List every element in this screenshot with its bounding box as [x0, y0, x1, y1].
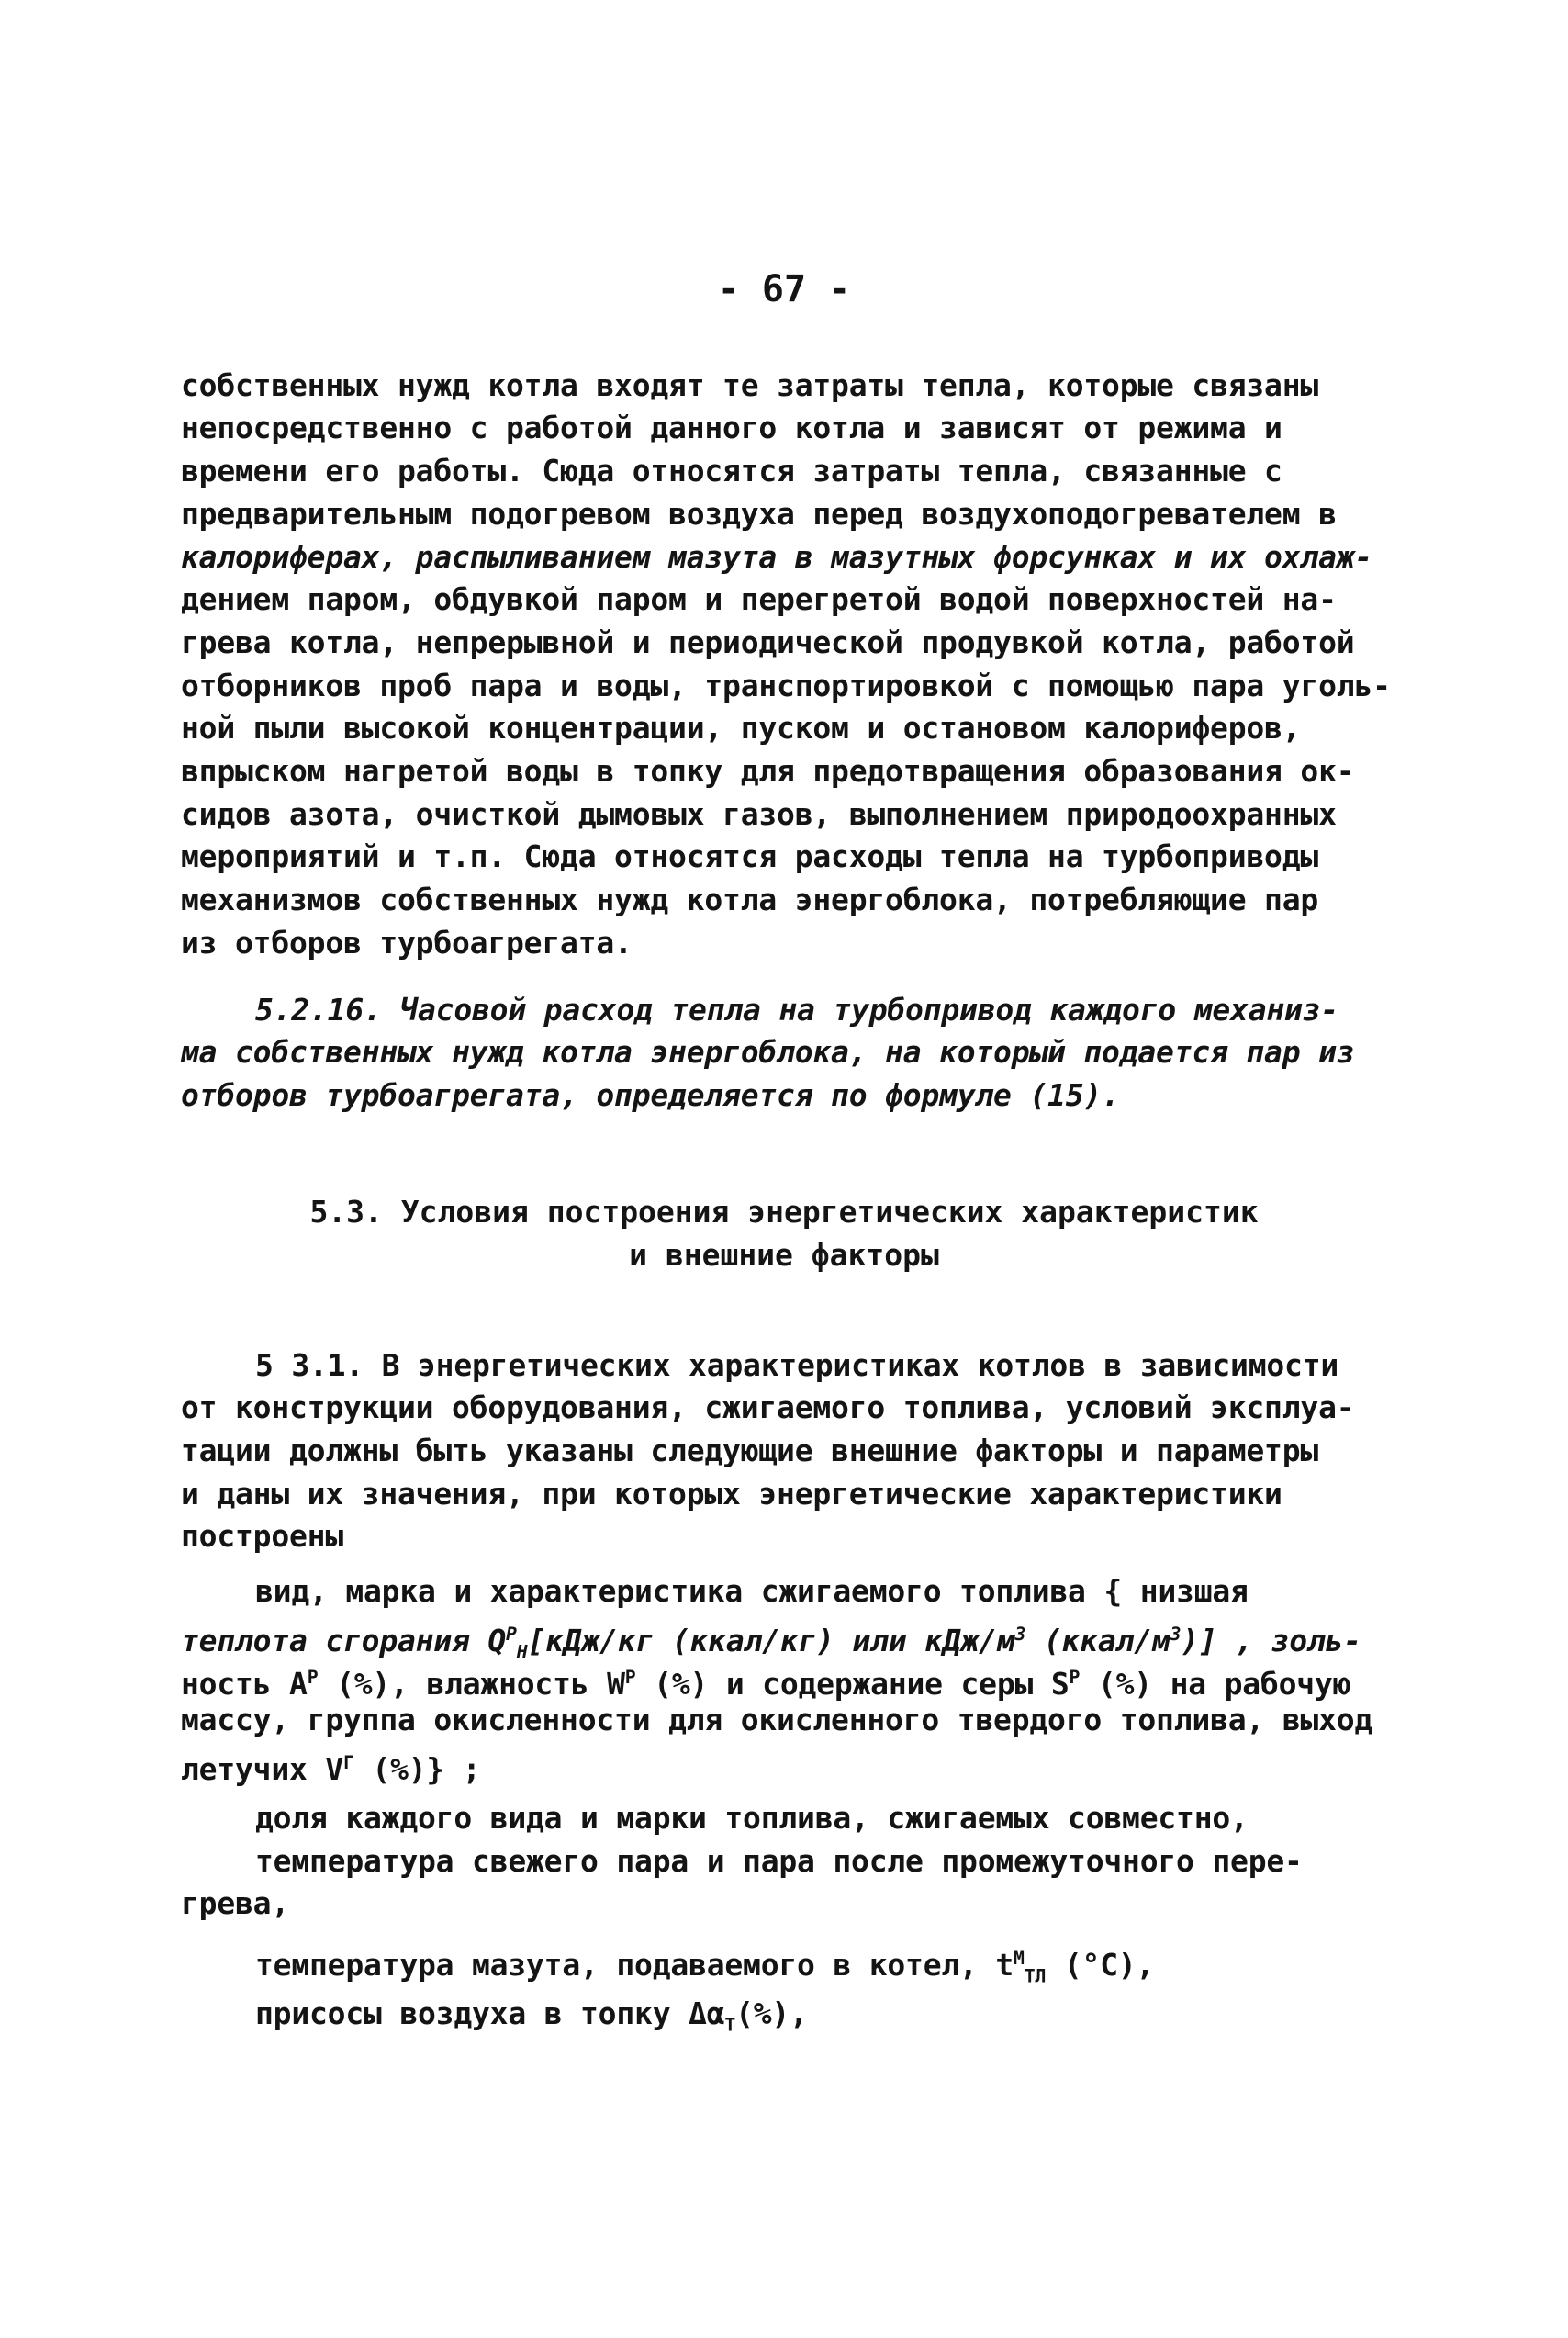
text-span: (%) и содержание серы S — [635, 1666, 1070, 1702]
text-line: построены — [181, 1518, 344, 1554]
list-item-continuation: летучих $V^Г$ (%)} ; — [181, 1751, 481, 1787]
text-span: (%), влажность W — [318, 1666, 625, 1702]
text-line: отборников проб пара и воды, транспортировкой с помощью пара уголь- — [181, 668, 1391, 703]
page-number: - 67 - — [717, 268, 851, 310]
list-item: температура мазута, подаваемого в котел, $t^М_{ТЛ}$ (°С), — [255, 1947, 1155, 1987]
text-span: )] , золь- — [1181, 1623, 1361, 1658]
section-heading: 5.3. Условия построения энергетических характеристик — [309, 1194, 1259, 1230]
list-item-continuation: теплота сгорания $Q^P_H[кДж/кг$ (ккал/кг) или кДж/$м^3$ $(ккал/м^3)$] , золь- — [181, 1623, 1361, 1663]
text-span: ность A — [181, 1666, 308, 1702]
list-item: доля каждого вида и марки топлива, сжигаемых совместно, — [255, 1800, 1249, 1836]
list-item: вид, марка и характеристика сжигаемого топлива { низшая — [255, 1573, 1249, 1609]
text-span: присосы воздуха в топку Δα — [255, 1995, 725, 2031]
text-line: калориферах, распыливанием мазута в мазутных форсунках и их охлаж- — [181, 539, 1373, 575]
text-line: предварительным подогревом воздуха перед воздухоподогревателем в — [181, 496, 1337, 532]
text-line: дением паром, обдувкой паром и перегретой водой поверхностей на- — [181, 581, 1337, 617]
text-line: отборов турбоагрегата, определяется по формуле (15). — [181, 1077, 1120, 1113]
text-line: ма собственных нужд котла энергоблока, на который подается пар из — [181, 1034, 1355, 1070]
text-line: впрыском нагретой воды в топку для предотвращения образования ок- — [181, 753, 1355, 789]
text-line: непосредственно с работой данного котла и зависят от режима и — [181, 410, 1282, 445]
text-line: 5 3.1. В энергетических характеристиках котлов в зависимости — [255, 1347, 1339, 1383]
text-span: летучих V — [181, 1751, 344, 1787]
text-span: (%)} ; — [353, 1751, 481, 1787]
list-item: температура свежего пара и пара после промежуточного пере- — [255, 1843, 1303, 1879]
text-span: температура мазута, подаваемого в котел, t — [255, 1947, 1014, 1983]
text-line: мероприятий и т.п. Сюда относятся расходы тепла на турбоприводы — [181, 838, 1319, 874]
list-item-continuation: массу, группа окисленности для окисленного твердого топлива, выход — [181, 1702, 1373, 1737]
text-line: сидов азота, очисткой дымовых газов, выполнением природоохранных — [181, 796, 1337, 832]
text-span: (°С), — [1046, 1947, 1155, 1983]
list-item: присосы воздуха в топку $\Delta\alpha_Т(\%)$, — [255, 1995, 808, 2036]
section-heading-subline: и внешние факторы — [629, 1237, 939, 1273]
list-item-continuation: грева, — [181, 1885, 290, 1921]
list-item-continuation: ность $A^P$ (%), влажность $W^P$ (%) и содержание серы $S^P$ (%) на рабочую — [181, 1666, 1351, 1702]
text-span: (%) на рабочую — [1080, 1666, 1351, 1702]
text-span: (ккал/м — [1025, 1623, 1170, 1658]
text-line: собственных нужд котла входят те затраты тепла, которые связаны — [181, 367, 1319, 403]
text-span: теплота сгорания Q — [181, 1623, 507, 1658]
text-line: механизмов собственных нужд котла энергоблока, потребляющие пар — [181, 882, 1319, 917]
text-span: [кДж/кг (ккал/кг) или кДж/м — [527, 1623, 1015, 1658]
text-line: и даны их значения, при которых энергетические характеристики — [181, 1476, 1282, 1512]
text-line: времени его работы. Сюда относятся затраты тепла, связанные с — [181, 453, 1282, 489]
text-line: из отборов турбоагрегата. — [181, 925, 633, 961]
text-line: ной пыли высокой концентрации, пуском и остановом калориферов, — [181, 710, 1301, 746]
text-line: грева котла, непрерывной и периодической продувкой котла, работой — [181, 624, 1355, 660]
text-line: тации должны быть указаны следующие внешние факторы и параметры — [181, 1433, 1319, 1468]
text-span: (%), — [735, 1995, 808, 2031]
text-line: 5.2.16. Часовой расход тепла на турбопривод каждого механиз- — [255, 992, 1339, 1028]
text-line: от конструкции оборудования, сжигаемого топлива, условий эксплуа- — [181, 1389, 1355, 1425]
